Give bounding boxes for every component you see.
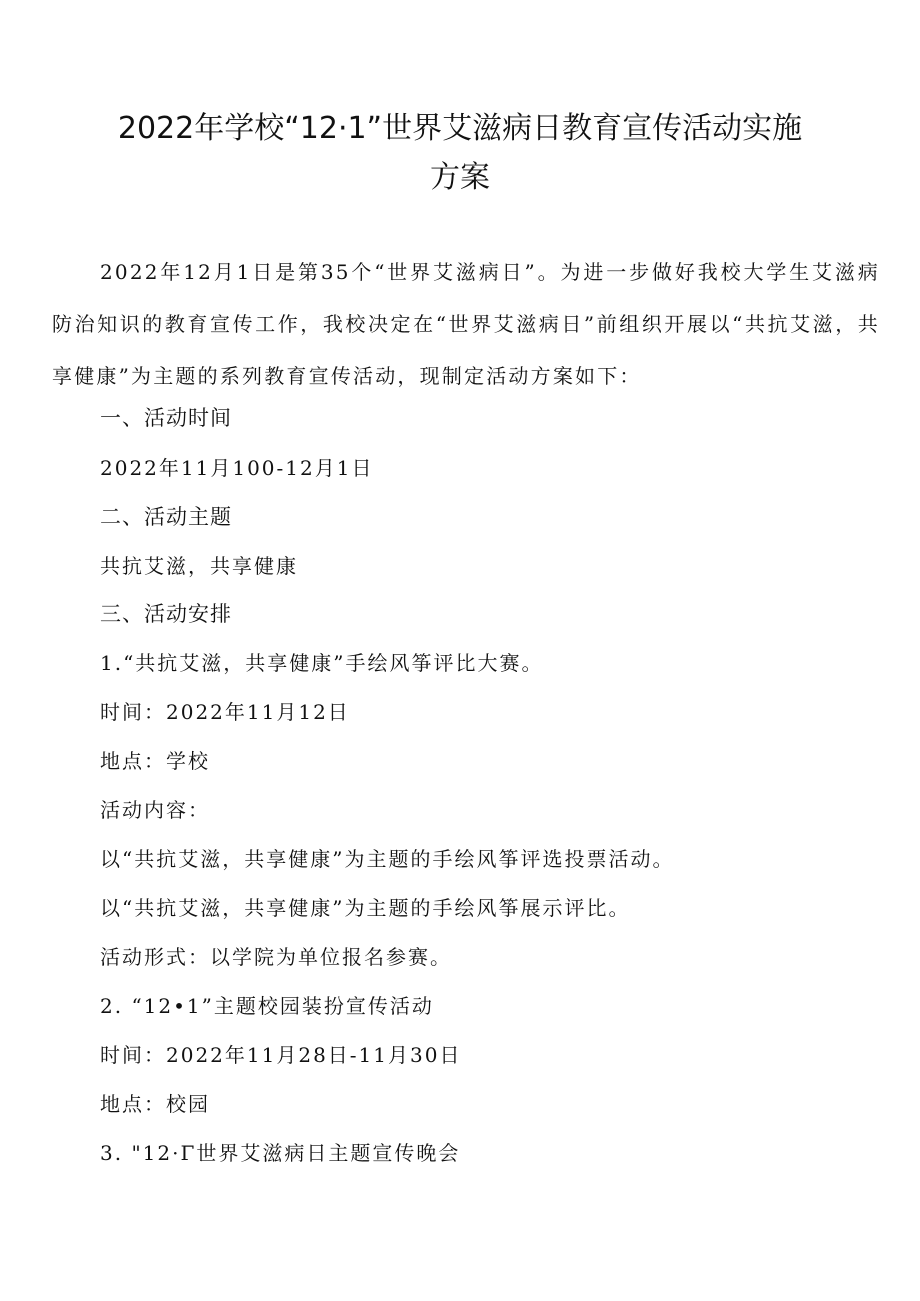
document-title-line-2: 方案 xyxy=(430,160,490,195)
item1-form: 活动形式：以学院为单位报名参赛。 xyxy=(100,945,452,969)
section-heading-theme: 二、活动主题 xyxy=(100,505,232,529)
item2-place: 地点：校园 xyxy=(100,1092,210,1116)
item1-content-1: 以“共抗艾滋，共享健康”为主题的手绘风筝评选投票活动。 xyxy=(100,847,675,871)
item3-title: 3. "12·Γ世界艾滋病日主题宣传晚会 xyxy=(100,1141,461,1165)
item2-time: 时间：2022年11月28日-11月30日 xyxy=(100,1043,462,1067)
item1-content-2: 以“共抗艾滋，共享健康”为主题的手绘风筝展示评比。 xyxy=(100,896,631,920)
item1-title: 1.“共抗艾滋，共享健康”手绘风筝评比大赛。 xyxy=(100,651,544,675)
section-heading-arrangement: 三、活动安排 xyxy=(100,602,232,626)
document-title-line-1: 2022年学校“12·1”世界艾滋病日教育宣传活动实施 xyxy=(117,111,803,146)
section-heading-time: 一、活动时间 xyxy=(100,406,232,430)
item1-time: 时间：2022年11月12日 xyxy=(100,700,350,724)
activity-theme-text: 共抗艾滋，共享健康 xyxy=(100,554,298,578)
activity-time-text: 2022年11月100-12月1日 xyxy=(100,456,374,480)
intro-paragraph: 2022年12月1日是第35个“世界艾滋病日”。为进一步做好我校大学生艾滋病防治知识的教育宣传工作，我校决定在“世界艾滋病日”前组织开展以“共抗艾滋，共享健康”为主题的系列教育宣传活动，现制定活动方案如下： xyxy=(52,260,880,388)
item1-content-label: 活动内容： xyxy=(100,798,210,822)
item1-place: 地点：学校 xyxy=(100,749,210,773)
item2-title: 2. “12•1”主题校园装扮宣传活动 xyxy=(100,994,434,1018)
